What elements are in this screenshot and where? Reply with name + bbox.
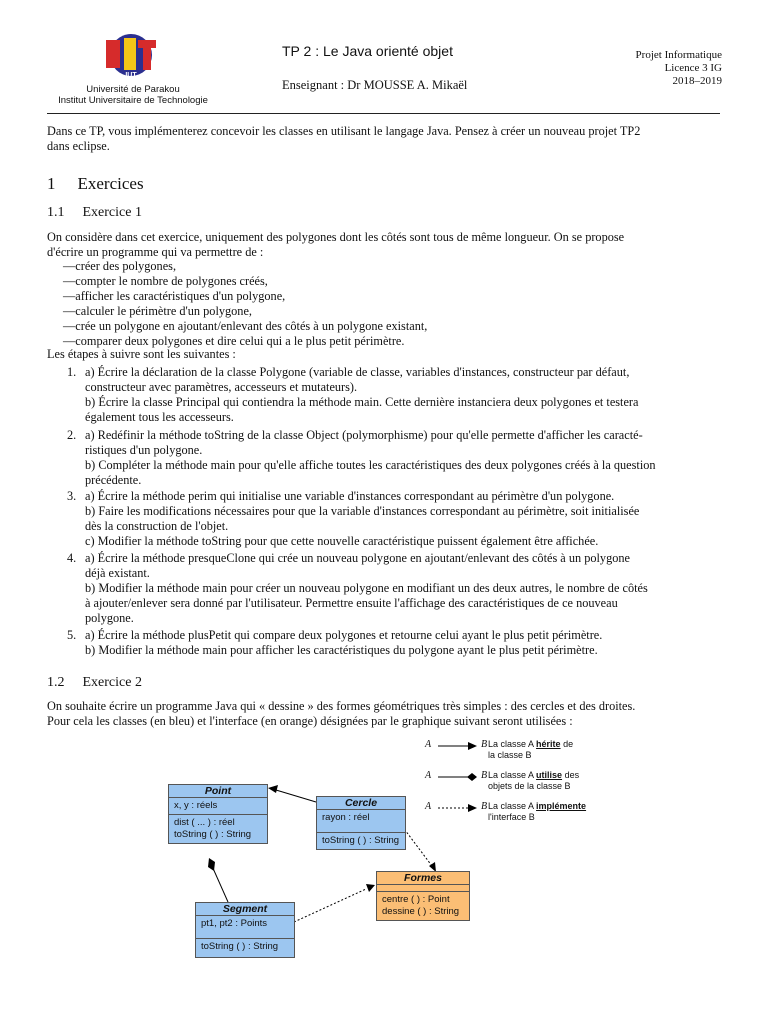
class-methods: dist ( ... ) : réel toString ( ) : String <box>174 817 252 840</box>
legend-b: B <box>481 801 488 812</box>
list-item: —crée un polygone en ajoutant/enlevant des côtés à un polygone existant, <box>63 319 428 333</box>
exercise1-heading: 1.1 Exercice 1 <box>47 205 142 220</box>
legend-text-herite: La classe A hérite de la classe B <box>488 739 574 760</box>
class-title: Segment <box>196 903 294 916</box>
uml-interface-formes <box>376 871 470 921</box>
exercise2-intro: On souhaite écrire un programme Java qui « dessine » des formes géométriques très simples : des cercles et des droites. Pour cela les classes (en bleu) et l'interface (en orange) désignées par le graphique suivant seront utilisées : <box>47 699 636 728</box>
section-heading: 1 Exercices <box>47 174 144 193</box>
year: 2018–2019 <box>672 75 722 87</box>
class-attributes: pt1, pt2 : Points <box>196 916 294 939</box>
course-name: Projet Informatique <box>635 49 722 61</box>
class-attributes: rayon : réel <box>317 810 405 833</box>
list-item: —créer des polygones, <box>63 259 177 273</box>
svg-text:IUT: IUT <box>125 72 137 79</box>
list-item: —compter le nombre de polygones créés, <box>63 274 268 288</box>
legend-text-utilise: La classe A utilise des objets de la classe B <box>488 770 580 791</box>
intro-text: Dans ce TP, vous implémenterez concevoir les classes en utilisant le langage Java. Pensez à créer un nouveau projet TP2 dans eclipse. <box>47 124 641 153</box>
exercise1-intro: On considère dans cet exercice, uniquement des polygones dont les côtés sont tous de même longueur. On se propose d'écrire un programme qui va permettre de : <box>47 230 625 259</box>
uml-class-segment <box>195 902 295 958</box>
uml-class-cercle <box>316 796 406 850</box>
interface-methods: centre ( ) : Point dessine ( ) : String <box>382 894 460 917</box>
class-methods: toString ( ) : String <box>201 941 279 952</box>
level: Licence 3 IG <box>664 62 722 74</box>
steps-intro: Les étapes à suivre sont les suivantes : <box>47 347 236 361</box>
legend-a: A <box>425 770 432 781</box>
institute-name: Institut Universitaire de Technologie <box>58 95 208 106</box>
interface-title: Formes <box>377 872 469 885</box>
step-3: a) Écrire la méthode perim qui initialise une variable d'instances correspondant au périmètre d'un polygone. b) Faire les modifications nécessaires pour que la variable d'instances correspondant au périmètre, soit initialisée dès la construction de l'objet. c) Modifier la méthode toString pour que cette nouvelle caractéristique puissent également être affichée. <box>85 489 640 548</box>
step-number: 3. <box>67 489 77 503</box>
step-5: a) Écrire la méthode plusPetit qui compare deux polygones et retourne celui ayant le plus petit périmètre. b) Modifier la méthode main pour afficher les caractéristiques du polygone ayant le plus petit périmètre. <box>85 628 603 657</box>
university-name: Université de Parakou <box>86 84 180 95</box>
legend-b: B <box>481 739 488 750</box>
list-item: —comparer deux polygones et dire celui qui a le plus petit périmètre. <box>63 334 405 348</box>
class-methods: toString ( ) : String <box>322 835 400 846</box>
list-item: —calculer le périmètre d'un polygone, <box>63 304 252 318</box>
class-title: Cercle <box>317 797 405 810</box>
step-number: 2. <box>67 428 77 442</box>
legend-a: A <box>425 739 432 750</box>
teacher: Enseignant : Dr MOUSSE A. Mikaël <box>282 78 468 92</box>
class-title: Point <box>169 785 267 798</box>
step-4: a) Écrire la méthode presqueClone qui crée un nouveau polygone en ajoutant/enlevant des côtés à un polygone déjà existant. b) Modifier la méthode main pour créer un nouveau polygone en modifiant un des deux autres, le nombre de côtés à ajouter/enlever sera donné par l'utilisateur. Permettre ensuite l'affichage des caractéristiques de ce nouveau polygone. <box>85 551 648 625</box>
list-item: —afficher les caractéristiques d'un polygone, <box>63 289 286 303</box>
step-number: 4. <box>67 551 77 565</box>
step-2: a) Redéfinir la méthode toString de la classe Object (polymorphisme) pour qu'elle permette d'afficher les caracté- ristiques d'un polygone. b) Compléter la méthode main pour qu'elle affiche toutes les caractéristiques des deux polygones créés à la question précédente. <box>85 428 656 487</box>
uml-class-point <box>168 784 268 844</box>
page-title: TP 2 : Le Java orienté objet <box>282 43 453 59</box>
legend-b: B <box>481 770 488 781</box>
step-1: a) Écrire la déclaration de la classe Polygone (variable de classe, variables d'instances, constructeur par défaut, constructeur avec paramètres, accesseurs et mutateurs). b) Écrire la classe Principal qui contiendra la méthode main. Cette dernière instanciera deux polygones et testera également tous les accesseurs. <box>85 365 639 424</box>
interface-spacer <box>377 885 469 892</box>
step-number: 1. <box>67 365 77 379</box>
exercise2-heading: 1.2 Exercice 2 <box>47 675 142 690</box>
class-attributes: x, y : réels <box>169 798 267 815</box>
legend-text-implemente: La classe A implémente l'interface B <box>488 801 587 822</box>
legend-a: A <box>425 801 432 812</box>
step-number: 5. <box>67 628 77 642</box>
